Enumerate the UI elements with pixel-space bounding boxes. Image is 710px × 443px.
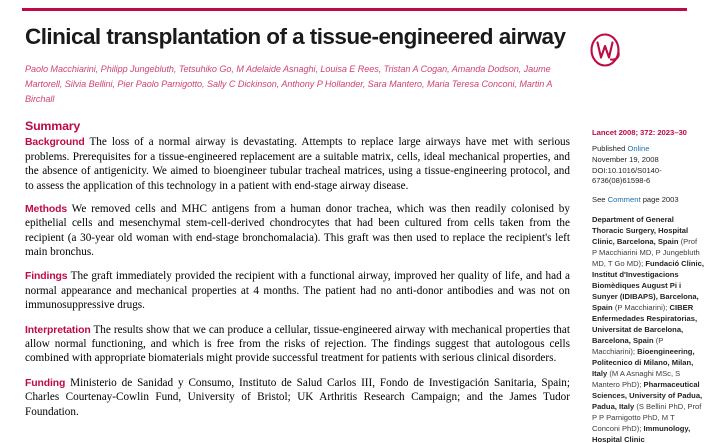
affiliation-institution: Immunology, Hospital Clinic <box>592 423 691 443</box>
summary-heading: Summary <box>25 119 81 134</box>
affiliation-institution: Fundació Clinic, Institut d'Investigacions Biomèdiques August Pi i Sunyer (IDIBAPS), Barcelona, Spain <box>592 258 704 312</box>
abstract-section-funding <box>25 376 570 419</box>
header-rule <box>22 8 687 11</box>
published-label: Published <box>592 143 626 153</box>
main-content-column <box>25 24 570 419</box>
sidebar-clip <box>586 124 710 443</box>
affiliation-institution: Bioengineering, Politecnico di Milano, Milan, Italy <box>592 346 695 378</box>
sidebar-metadata-column <box>592 128 704 443</box>
affiliation-institution: Pharmaceutical Sciences, University of Padua, Padua, Italy <box>592 379 703 411</box>
abstract-section-methods <box>25 202 570 260</box>
doi-line-2: 6736(08)61598-6 <box>592 176 651 186</box>
section-label-interpretation: Interpretation <box>25 324 91 336</box>
see-comment-block <box>592 195 704 206</box>
section-label-funding: Funding <box>25 377 66 389</box>
published-online-link[interactable]: Online <box>627 143 650 153</box>
section-text-findings: The graft immediately provided the recipient with a functional airway, improved her quality of life, and had a normal appearance and mechanical properties at 4 months. The patient had no anti-donor antibodies and was not on immunosuppressive drugs. <box>25 270 570 312</box>
citation-line: Lancet 2008; 372: 2023–30 <box>592 128 687 137</box>
abstract-section-interpretation <box>25 323 570 366</box>
affiliation-people: (M A Asnaghi MSc, S Mantero PhD); <box>592 368 681 389</box>
section-text-funding: Ministerio de Sanidad y Consumo, Instituto de Salud Carlos III, Fondo de Investigación Sanitaria, Spain; Charles Courtenay-Cowlin Fund, University of Bristol; UK Arthritis Research Campaign; and the James Tudor Foundation. <box>25 376 570 418</box>
section-text-background: The loss of a normal airway is devastating. Attempts to replace large airways have met with serious problems. Prerequisites for a tissue-engineered replacement are a suitable matrix, cells, ideal mechanical properties, and the absence of antigenicity. We aimed to bioengineer tubular tracheal matrices, using a tissue-engineering protocol, and to assess the application of this technology in a patient with end-stage airway disease. <box>25 136 570 192</box>
affiliation-institution: Department of General Thoracic Surgery, Hospital Clinic, Barcelona, Spain <box>592 214 689 246</box>
comment-link[interactable]: Comment <box>607 195 641 205</box>
affiliation-people: (P Macchiarini); <box>592 335 664 356</box>
abstract-section-findings <box>25 269 570 312</box>
section-text-interpretation: The results show that we can produce a cellular, tissue-engineered airway with mechanical properties that allow normal functioning, and which is free from the risks of rejection. The findings suggest that autologous cells combined with appropriate biomaterials might provide successful treatment for patients with serious clinical disorders. <box>25 323 570 365</box>
affiliation-institution: CIBER Enfermedades Respiratorias, Universitat de Barcelona, Barcelona, Spain <box>592 302 698 345</box>
section-label-findings: Findings <box>25 271 68 283</box>
doi-line-1: DOI:10.1016/S0140- <box>592 165 662 175</box>
published-date: November 19, 2008 <box>592 154 659 164</box>
lancet-w-watermark-logo <box>583 26 627 74</box>
citation-block <box>592 128 704 187</box>
see-suffix: page 2003 <box>642 195 679 205</box>
abstract-section-background <box>25 135 570 193</box>
affiliation-people: (S Bellini PhD, Prof P P Parnigotto PhD, M T Conconi PhD); <box>592 401 702 433</box>
section-label-background: Background <box>25 137 85 149</box>
page-title: Clinical transplantation of a tissue-engineered airway <box>25 24 566 49</box>
section-label-methods: Methods <box>25 203 68 215</box>
author-list: Paolo Macchiarini, Philipp Jungebluth, Tetsuhiko Go, M Adelaide Asnaghi, Louisa E Rees, Tristan A Cogan, Amanda Dodson, Jaume Martorell, Silvia Bellini, Pier Paolo Parnigotto, Sally C Dickinson, Anthony P Hollander, Sara Mantero, Maria Teresa Conconi, Martin A Birchall <box>25 64 553 104</box>
section-text-methods: We removed cells and MHC antigens from a human donor trachea, which was then readily colonised by epithelial cells and mesenchymal stem-cell-derived chondrocytes that had been cultured from cells taken from the recipient (a 30-year old woman with end-stage bronchomalacia). This graft was then used to replace the recipient's left main bronchus. <box>25 202 570 259</box>
affiliations-block <box>592 214 704 443</box>
affiliation-people: (Prof P Macchiarini MD, P Jungebluth MD, T Go MD); <box>592 236 700 268</box>
published-online-line <box>592 144 704 155</box>
see-prefix: See <box>592 195 606 205</box>
affiliation-people: (P Macchiarini); <box>614 302 668 312</box>
